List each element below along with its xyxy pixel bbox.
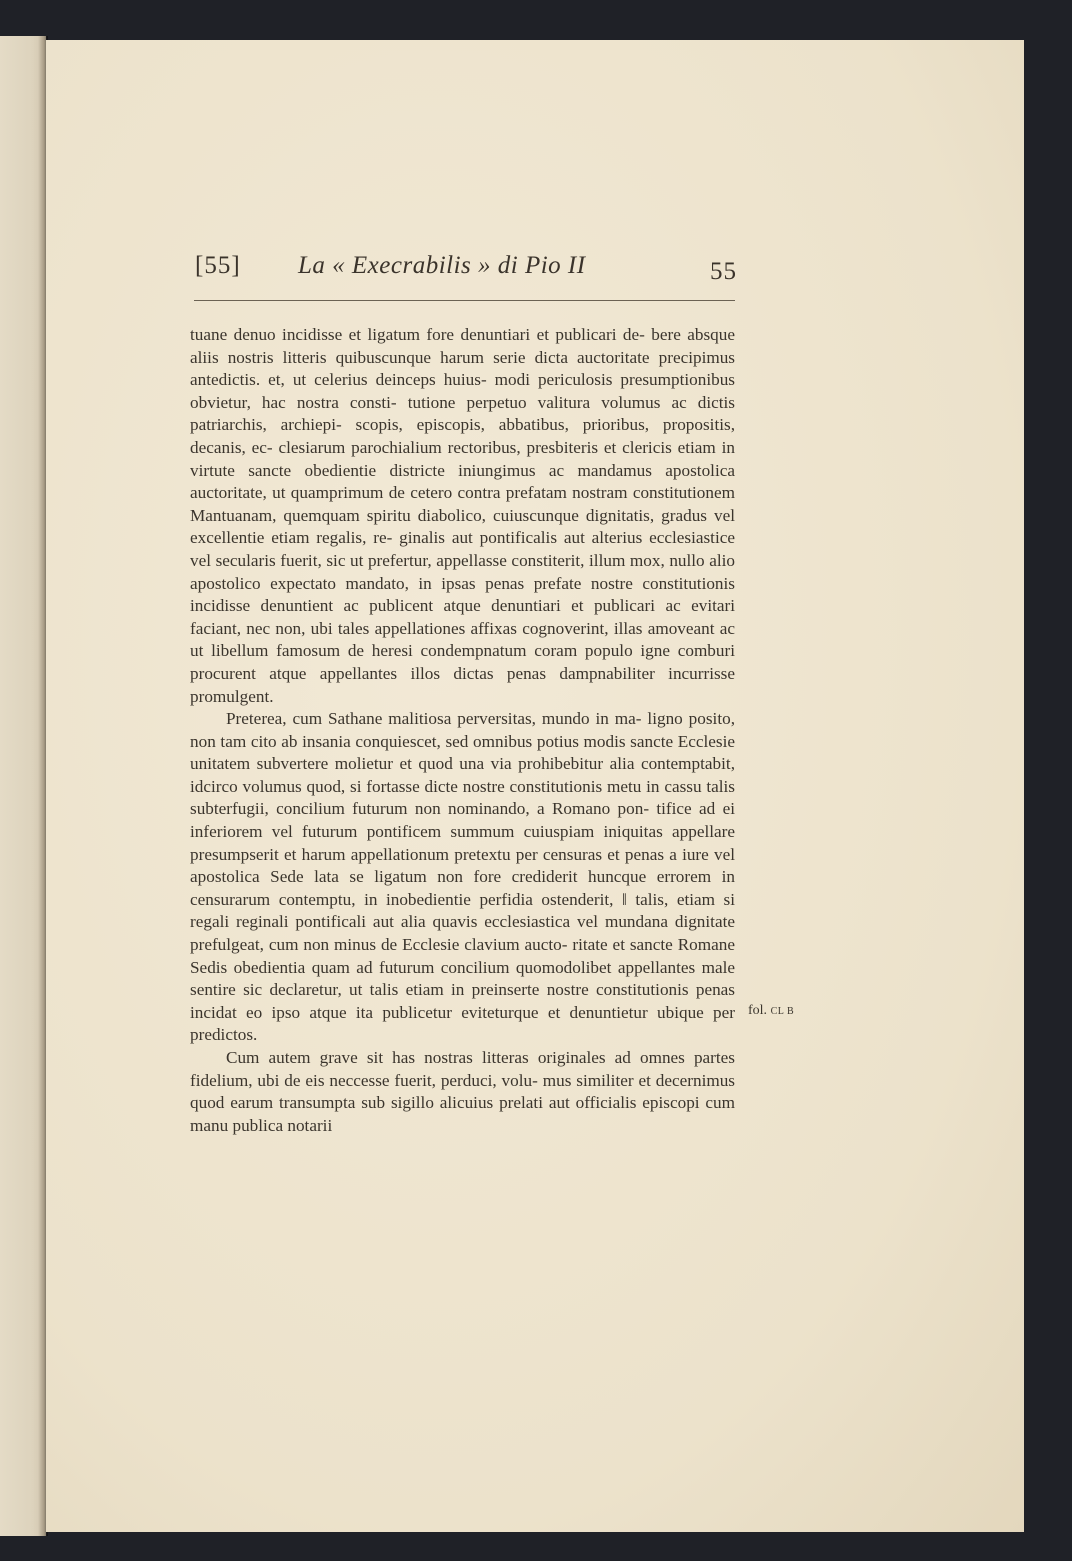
header-rule	[194, 300, 735, 301]
body-text	[190, 324, 735, 1137]
page-number: 55	[710, 258, 737, 285]
header-bracket-number: [55]	[195, 252, 241, 279]
paragraph-3: Cum autem grave sit has nostras litteras originales ad omnes partes fidelium, ubi de eis neccesse fuerit, perduci, volu- mus similiter et decernimus quod earum transumpta sub sigillo alicuius prelati aut officialis episcopi cum manu publica notarii	[190, 1048, 735, 1135]
paragraph-1: tuane denuo incidisse et ligatum fore denuntiari et publicari de- bere absque aliis nostris litteris quibuscunque harum serie dicta auctoritate precipimus antedictis. et, ut celerius deinceps huius- modi periculosis presumptionibus obvietur, hac nostra consti- tutione perpetuo valitura volumus ac dictis patriarchis, archiepi- scopis, episcopis, abbatibus, prioribus, propositis, decanis, ec- clesiarum parochialium rectoribus, presbiteris et clericis etiam in virtute sancte obedientie districte iniungimus ac mandamus apostolica auctoritate, ut quamprimum de cetero contra prefatam nostram constitutionem Mantuanam, quemquam spiritu diabolico, cuiuscunque dignitatis, gradus vel excellentie etiam regalis, re- ginalis aut pontificalis aut alterius ecclesiastice vel secularis fuerit, sic ut prefertur, appellasse constiterit, illum mox, nullo alio apostolico expectato mandato, in ipsas penas prefate nostre constitutionis incidisse denuntient ac publicent atque denuntiari et publicari ac evitari faciant, nec non, ubi tales appellationes affixas cognoverint, illas amoveant ac ut libellum famosum de heresi condempnatum coram populo igne comburi procurent atque appellantes illos dictas penas dampnabiliter incurrisse promulgent.	[190, 325, 735, 706]
marginal-fol-label: fol.	[748, 1003, 768, 1018]
marginal-folio-ref: CL B	[770, 1006, 795, 1017]
running-header	[46, 244, 1024, 294]
book-page	[46, 40, 1024, 1532]
paragraph-2: Preterea, cum Sathane malitiosa perversitas, mundo in ma- ligno posito, non tam cito ab insania conquiescet, sed omnibus potius modis sancte Ecclesie unitatem subvertere molietur et quod una via prohibebitur alia contemptabit, idcirco volumus quod, si fortasse dicte nostre constitutionis metu in cassu talis subterfugii, concilium futurum non nominando, a Romano pon- tifice ad ei inferiorem vel futurum pontificem summum cuiuspiam iniquitas appellare presumpserit et harum appellationum pretextu per censuras et penas a iure vel apostolica Sede lata se ligatum non fore crediderit huncque errorem in censurarum contemptu, in inobedientie perfidia ostenderit, ‖ talis, etiam si regali reginali pontificali aut alia quavis ecclesiastica vel mundana dignitate prefulgeat, cum non minus de Ecclesie clavium aucto- ritate et sancte Romane Sedis obedientia quam ad futurum concilium quomodolibet appellantes male sentire sic declaretur, ut talis etiam in preinserte nostre constitutionis penas incidat eo ipso atque ita publicetur eviteturque et denuntietur ubique per predictos.	[190, 709, 735, 1045]
marginal-folio-note	[748, 1003, 794, 1019]
header-title: La « Execrabilis » di Pio II	[298, 252, 586, 279]
